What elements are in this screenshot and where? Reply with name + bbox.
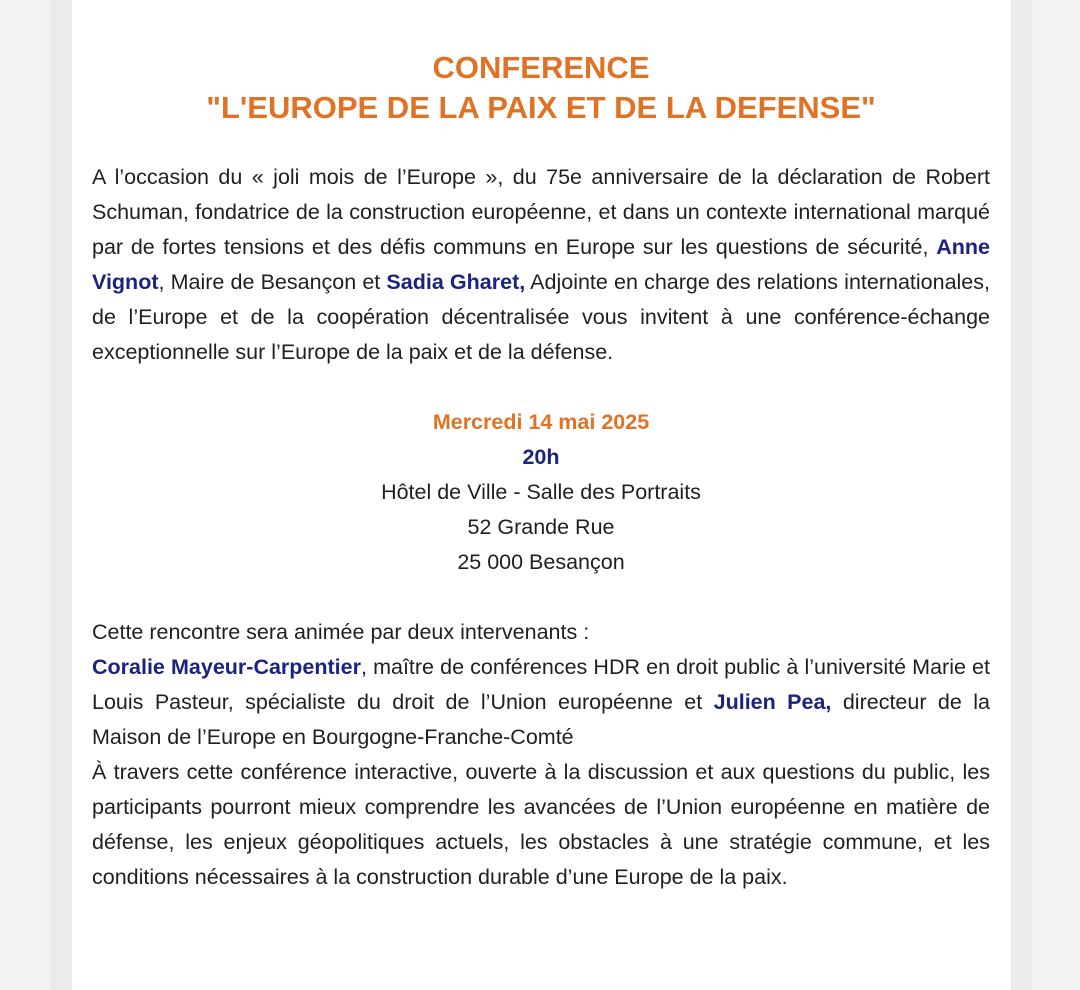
event-details bbox=[92, 405, 990, 580]
right-margin-band bbox=[1011, 0, 1032, 990]
name-sadia-gharet: Sadia Gharet, bbox=[386, 270, 526, 294]
name-coralie-mayeur-carpentier: Coralie Mayeur-Carpentier bbox=[92, 655, 361, 679]
intro-paragraph bbox=[92, 160, 990, 370]
speaker-desc-2: directeur de la Maison de l’Europe en Bourgogne-Franche-Comté bbox=[92, 690, 991, 749]
name-anne-vignot: Anne Vignot bbox=[92, 235, 990, 294]
title-line-2: "L'EUROPE DE LA PAIX ET DE LA DEFENSE" bbox=[206, 90, 876, 125]
event-date: Mercredi 14 mai 2025 bbox=[432, 410, 650, 434]
left-margin-band bbox=[50, 0, 72, 990]
intro-text-3: Adjointe en charge des relations internationales, de l’Europe et de la coopération décentralisée vous invitent à une conférence-échange exceptionnelle sur l’Europe de la paix et de la défense. bbox=[92, 270, 990, 364]
closing-paragraph: À travers cette conférence interactive, ouverte à la discussion et aux questions du public, les participants pourront mieux comprendre les avancées de l’Union européenne en matière de défense, les enjeux géopolitiques actuels, les obstacles à une stratégie commune, et les conditions nécessaires à la construction durable d’une Europe de la paix. bbox=[92, 760, 990, 889]
event-city: 25 000 Besançon bbox=[457, 550, 625, 574]
speaker-desc-1: , maître de conférences HDR en droit public à l’université Marie et Louis Pasteur, spécialiste du droit de l’Union européenne et bbox=[92, 655, 990, 714]
event-street: 52 Grande Rue bbox=[467, 515, 615, 539]
article-content bbox=[92, 48, 990, 895]
event-venue: Hôtel de Ville - Salle des Portraits bbox=[381, 480, 701, 504]
article-card bbox=[72, 0, 1011, 990]
speakers-paragraph bbox=[92, 650, 990, 755]
intro-text-1: A l’occasion du « joli mois de l’Europe », du 75e anniversaire de la déclaration de Robert Schuman, fondatrice de la construction européenne, et dans un contexte international marqué par de fortes tensions et des défis communs en Europe sur les questions de sécurité, bbox=[92, 165, 990, 259]
speakers-intro: Cette rencontre sera animée par deux intervenants : bbox=[92, 620, 590, 644]
event-time: 20h bbox=[522, 445, 560, 469]
name-julien-pea: Julien Pea, bbox=[713, 690, 832, 714]
intro-text-2: , Maire de Besançon et bbox=[158, 270, 387, 294]
title-line-1: CONFERENCE bbox=[432, 50, 650, 85]
conference-title bbox=[92, 48, 990, 128]
